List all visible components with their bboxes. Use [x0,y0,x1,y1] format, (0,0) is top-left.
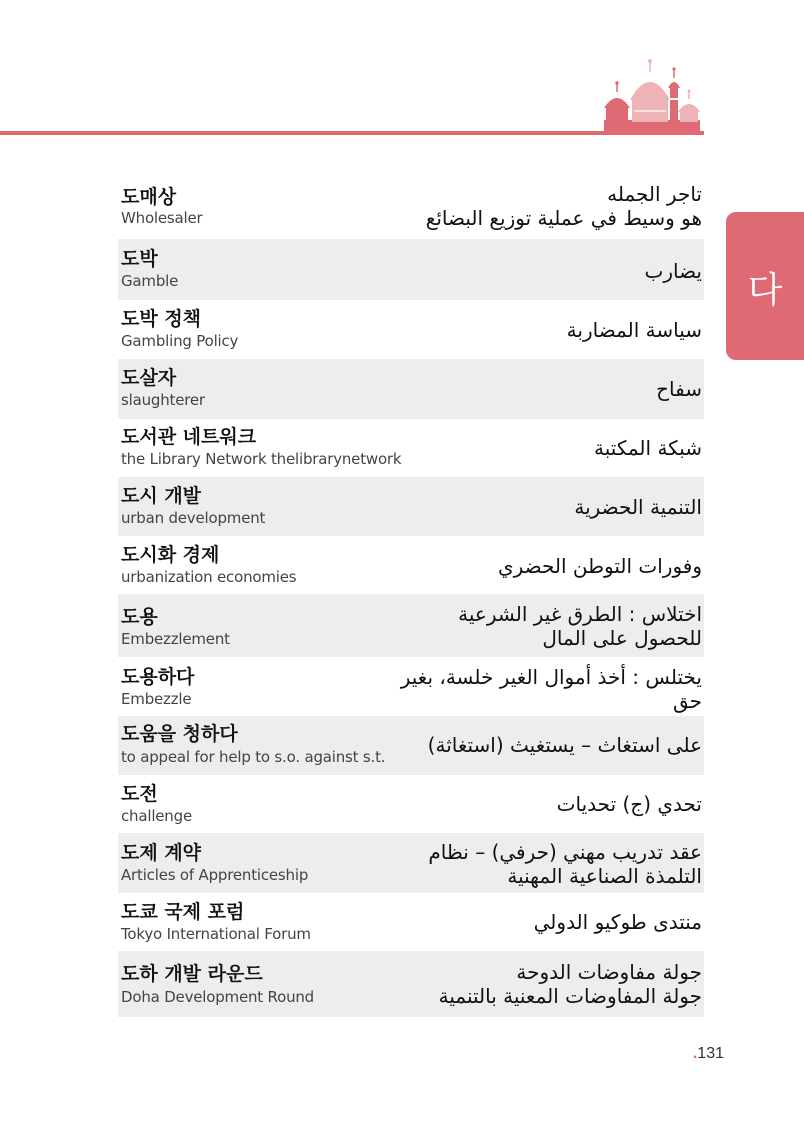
entry-english: Gambling Policy [121,332,239,350]
page-number-value: 131 [697,1045,724,1062]
entry-arabic: تحدي (ج) تحديات [556,792,702,816]
entry-korean: 도전 [121,783,158,805]
entry-korean: 도살자 [121,367,177,389]
entry-arabic: تاجر الجمله هو وسيط في عملية توزيع البضائع [425,182,702,230]
entry-arabic: يضارب [644,259,702,283]
entry-english: urban development [121,509,266,527]
entry-english: Tokyo International Forum [121,925,311,943]
glossary-entry [118,180,704,239]
entry-korean: 도제 계약 [121,842,202,864]
glossary-entry [118,239,704,300]
entry-korean: 도용하다 [121,666,195,688]
mosque-icon [600,58,706,136]
entry-arabic: على استغاث – يستغيث (استغاثة) [427,733,702,757]
entry-english: Embezzlement [121,630,230,648]
glossary-entry [118,951,704,1017]
entry-arabic: التنمية الحضرية [574,495,702,519]
entry-arabic: منتدى طوكيو الدولي [533,910,702,934]
entry-korean: 도하 개발 라운드 [121,963,263,985]
entry-english: Articles of Apprenticeship [121,866,309,884]
glossary-entry [118,775,704,833]
entry-korean: 도박 [121,248,158,270]
entry-english: the Library Network thelibrarynetwork [121,450,402,468]
entry-english: challenge [121,807,192,825]
entry-english: to appeal for help to s.o. against s.t. [121,748,386,766]
glossary-entry [118,657,704,716]
entry-arabic: شبكة المكتبة [594,436,702,460]
glossary-entry [118,477,704,536]
glossary-entry [118,359,704,419]
entry-arabic: عقد تدريب مهني (حرفي) – نظام التلمذة الصناعية المهنية [428,840,702,888]
entry-korean: 도용 [121,606,158,628]
glossary-entry [118,419,704,477]
glossary-entry [118,300,704,359]
glossary-entry [118,893,704,951]
entry-arabic: اختلاس : الطرق غير الشرعية للحصول على المال [458,602,702,650]
entry-korean: 도시화 경제 [121,544,220,566]
header-rule [0,131,704,135]
entry-korean: 도매상 [121,186,177,208]
entry-korean: 도박 정책 [121,308,202,330]
entry-arabic: سياسة المضاربة [566,318,702,342]
glossary-entry [118,536,704,594]
entry-korean: 도쿄 국제 포럼 [121,901,245,923]
glossary-entry [118,594,704,657]
chapter-tab-label: 다 [747,270,783,311]
entry-english: Wholesaler [121,209,203,227]
entry-arabic: يختلس : أخذ أموال الغير خلسة، بغير حق [400,665,702,713]
entry-korean: 도시 개발 [121,485,202,507]
page-number-dot: . [692,1045,698,1062]
page-number [693,1045,724,1063]
entry-arabic: جولة مفاوضات الدوحة جولة المفاوضات المعنية بالتنمية [438,960,702,1008]
entry-english: Embezzle [121,690,192,708]
entry-english: Doha Development Round [121,988,315,1006]
chapter-tab [726,212,804,360]
glossary-entry [118,716,704,775]
entry-english: Gamble [121,272,179,290]
entry-korean: 도서관 네트워크 [121,426,257,448]
entry-korean: 도움을 청하다 [121,723,238,745]
entry-english: urbanization economies [121,568,297,586]
entry-arabic: وفورات التوطن الحضري [497,554,702,578]
entry-english: slaughterer [121,391,205,409]
glossary-list [118,180,704,1017]
glossary-entry [118,833,704,893]
entry-arabic: سفاح [656,377,702,401]
